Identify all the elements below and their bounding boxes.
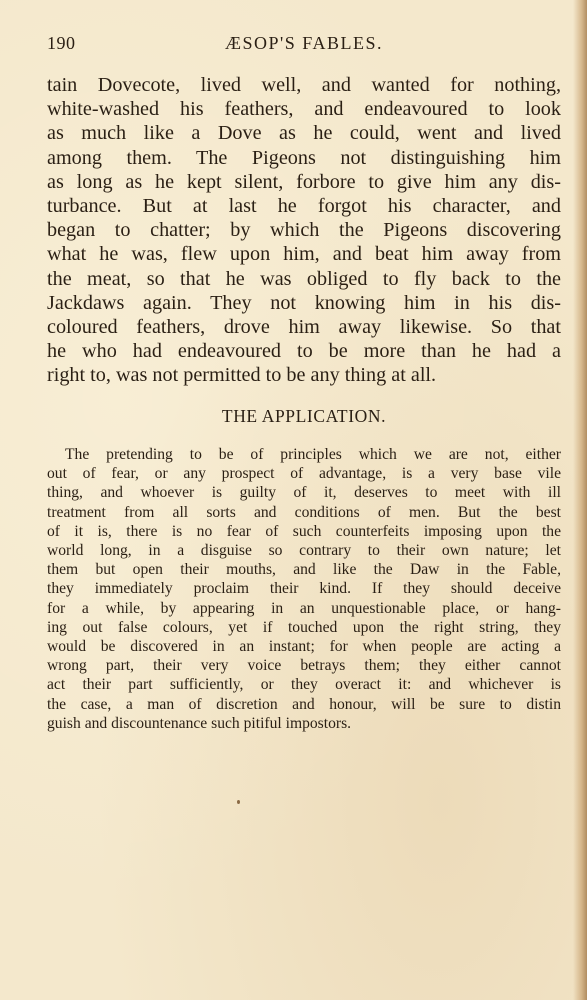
application-line: they immediately proclaim their kind. If they should deceive	[47, 580, 561, 598]
application-line: guish and discountenance such pitiful impostors.	[47, 714, 352, 732]
application-line: the case, a man of discretion and honour, will be sure to distin	[47, 695, 561, 713]
fable-line: began to chatter; by which the Pigeons discovering	[47, 219, 561, 242]
running-head: ÆSOP'S FABLES.	[225, 33, 383, 53]
application-title: THE APPLICATION.	[221, 406, 387, 426]
page-number: 190	[47, 33, 76, 53]
fable-line: as much like a Dove as he could, went and lived	[47, 122, 561, 145]
application-line: world long, in a disguise so contrary to their own nature; let	[47, 542, 561, 560]
application-line: ing out false colours, yet if touched upon the right string, they	[47, 618, 561, 636]
application-line: of it is, there is no fear of such counterfeits imposing upon the	[47, 522, 561, 540]
fable-line: he who had endeavoured to be more than he had a	[47, 340, 561, 363]
fable-line: the meat, so that he was obliged to fly back to the	[47, 267, 561, 290]
fable-line: tain Dovecote, lived well, and wanted for nothing,	[47, 74, 561, 96]
fable-text	[47, 73, 561, 388]
fable-line: right to, was not permitted to be any thing at all.	[47, 364, 437, 387]
application-line: wrong part, their very voice betrays them; they either cannot	[47, 657, 561, 675]
paper-fleck	[237, 800, 240, 804]
fable-line: coloured feathers, drove him away likewise. So that	[47, 316, 561, 339]
fable-line: what he was, flew upon him, and beat him away from	[47, 243, 561, 266]
fable-line: Jackdaws again. They not knowing him in his dis-	[47, 291, 561, 314]
fable-line: turbance. But at last he forgot his character, and	[47, 195, 561, 218]
application-line: would be discovered in an instant; for when people are acting a	[47, 638, 561, 656]
application-text	[47, 445, 561, 733]
page-edge-shadow	[573, 0, 587, 1000]
fable-line: as long as he kept silent, forbore to give him any dis-	[47, 170, 561, 193]
fable-line: among them. The Pigeons not distinguishing him	[47, 146, 561, 169]
fable-line: white-washed his feathers, and endeavoured to look	[47, 98, 561, 121]
application-line: them but open their mouths, and like the Daw in the Fable,	[47, 561, 561, 579]
application-line: out of fear, or any prospect of advantage, is a very base vile	[47, 465, 561, 483]
page-header	[47, 33, 559, 57]
application-line: The pretending to be of principles which we are not, either	[65, 446, 561, 463]
application-line: treatment from all sorts and conditions of men. But the best	[47, 503, 561, 521]
application-line: thing, and whoever is guilty of it, deserves to meet with ill	[47, 484, 561, 502]
application-line: act their part sufficiently, or they overact it: and whichever is	[47, 676, 561, 694]
application-line: for a while, by appearing in an unquestionable place, or hang-	[47, 599, 561, 617]
